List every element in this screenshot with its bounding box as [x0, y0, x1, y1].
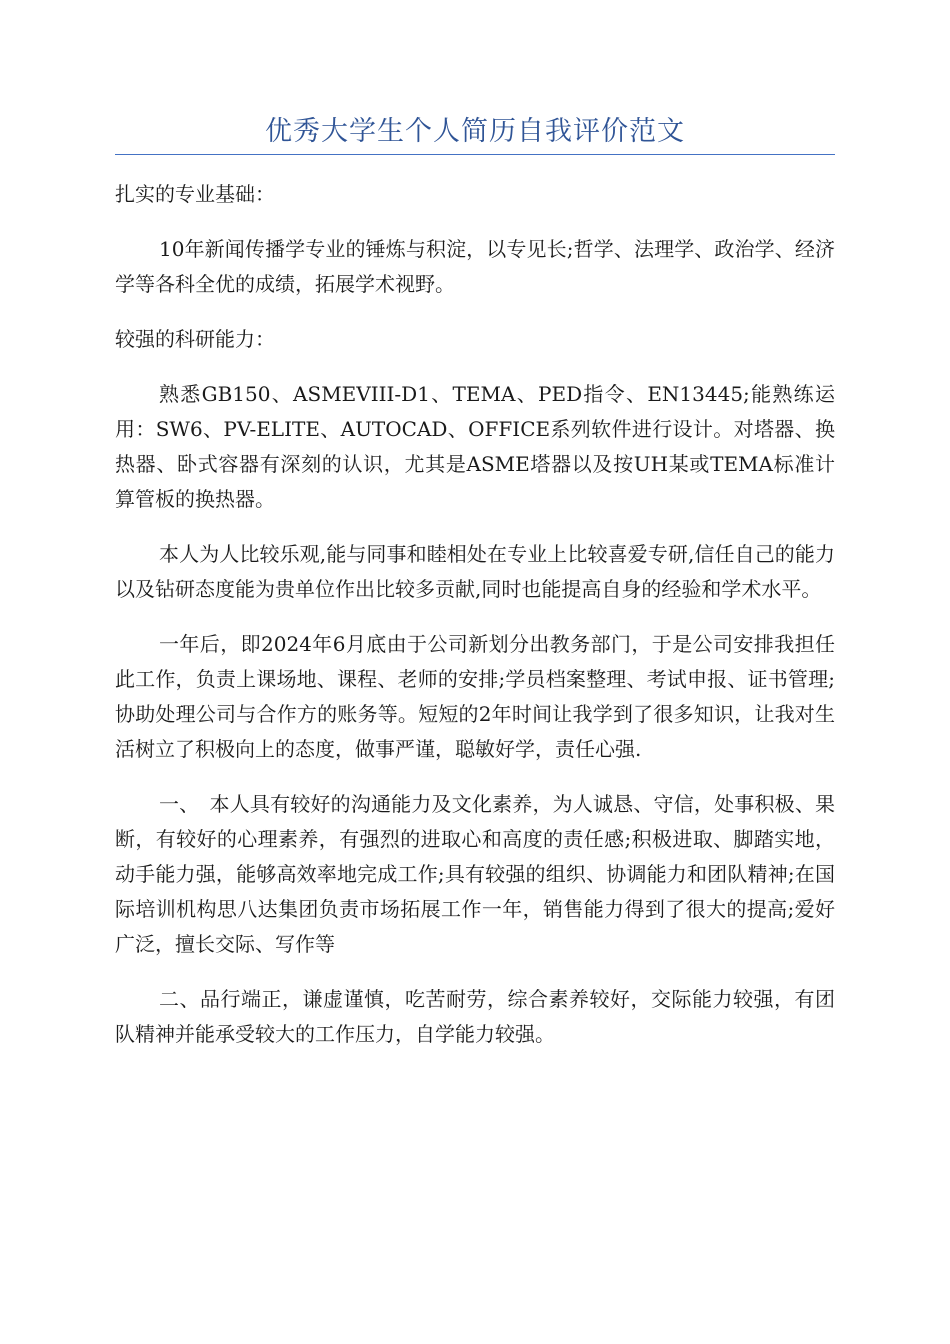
title-underline — [115, 154, 835, 155]
section-heading-professional-foundation: 扎实的专业基础： — [115, 182, 275, 206]
document-body — [115, 177, 835, 1052]
document-title: 优秀大学生个人简历自我评价范文 — [265, 116, 685, 147]
paragraph-personality: 本人为人比较乐观,能与同事和睦相处在专业上比较喜爱专研,信任自己的能力以及钻研态度能为贵单位作出比较多贡献,同时也能提高自身的经验和学术水平。 — [115, 542, 835, 601]
paragraph-point-one: 一、 本人具有较好的沟通能力及文化素养，为人诚恳、守信，处事积极、果断，有较好的心理素养，有强烈的进取心和高度的责任感;积极进取、脚踏实地，动手能力强，能够高效率地完成工作;具有较强的组织、协调能力和团队精神;在国际培训机构思八达集团负责市场拓展工作一年，销售能力得到了很大的提高;爱好广泛，擅长交际、写作等 — [115, 792, 835, 956]
paragraph-journalism-study: 10年新闻传播学专业的锤炼与积淀，以专见长;哲学、法理学、政治学、经济学等各科全优的成绩，拓展学术视野。 — [115, 237, 835, 296]
paragraph-point-two: 二、品行端正，谦虚谨慎，吃苦耐劳，综合素养较好，交际能力较强，有团队精神并能承受较大的工作压力，自学能力较强。 — [115, 987, 835, 1046]
paragraph-work-experience: 一年后，即2024年6月底由于公司新划分出教务部门，于是公司安排我担任此工作，负责上课场地、课程、老师的安排;学员档案整理、考试申报、证书管理;协助处理公司与合作方的账务等。短短的2年时间让我学到了很多知识，让我对生活树立了积极向上的态度，做事严谨，聪敏好学，责任心强. — [115, 632, 835, 761]
paragraph-engineering-skills: 熟悉GB150、ASMEVIII-D1、TEMA、PED指令、EN13445;能熟练运用：SW6、PV-ELITE、AUTOCAD、OFFICE系列软件进行设计。对塔器、换热器、卧式容器有深刻的认识，尤其是ASME塔器以及按UH某或TEMA标准计算管板的换热器。 — [115, 382, 835, 511]
section-heading-research-ability: 较强的科研能力： — [115, 327, 275, 351]
document-page — [115, 112, 835, 1072]
